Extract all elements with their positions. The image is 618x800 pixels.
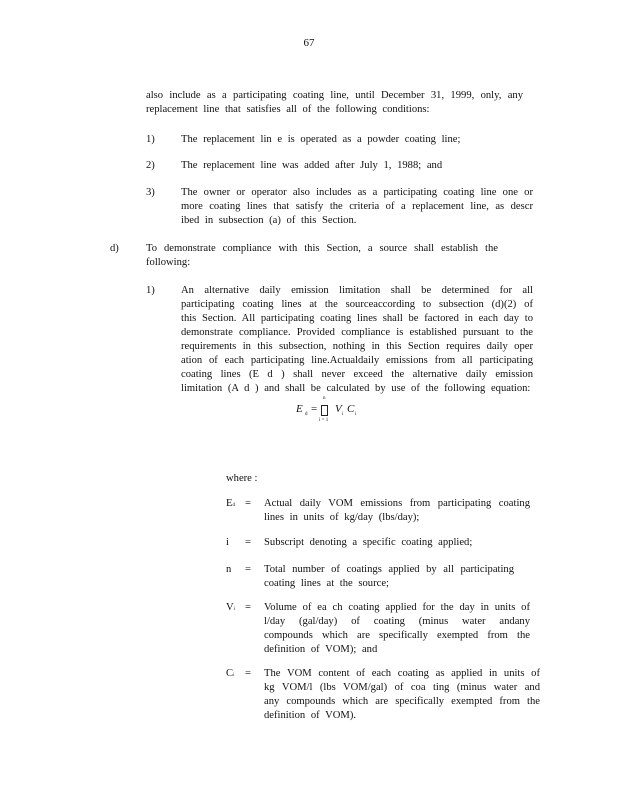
condition-3-text: The owner or operator also includes as a participating coating line one or more coating lines that satisfy the criteria of a replacement line, as descr ibed in subsection (a) of this Section.: [181, 187, 533, 226]
definition-symbol: E: [226, 498, 233, 509]
equation-lhs-subscript: d: [305, 412, 308, 417]
section-d-text: To demonstrate compliance with this Section, a source shall establish the following:: [146, 243, 498, 268]
definition-symbol: V: [226, 602, 234, 613]
equation-equals: =: [311, 403, 318, 415]
equation-c: C: [347, 403, 355, 415]
definition-equals: =: [245, 537, 251, 548]
page-number: 67: [303, 37, 315, 49]
equation-c-subscript: i: [355, 412, 357, 417]
definition-equals: =: [245, 498, 251, 509]
definition-symbol: i: [226, 537, 229, 548]
section-d-label: d): [110, 243, 119, 254]
equation-v-subscript: i: [342, 412, 344, 417]
definition-equals: =: [245, 602, 251, 613]
item-1-number: 1): [146, 285, 155, 296]
summation-symbol: [321, 405, 328, 416]
summation-upper-limit: n: [323, 396, 326, 401]
definition-symbol: C: [226, 668, 234, 679]
definition-text: Total number of coatings applied by all participating coating lines at the source;: [264, 564, 514, 589]
definition-text: Subscript denoting a specific coating applied;: [264, 537, 473, 548]
condition-2-text: The replacement line was added after July 1, 1988; and: [181, 160, 443, 171]
definition-subscript: i: [233, 607, 236, 612]
condition-1-text: The replacement lin e is operated as a powder coating line;: [181, 134, 461, 145]
definition-equals: =: [245, 564, 251, 575]
definition-text: Actual daily VOM emissions from participating coating lines in units of kg/day (lbs/day);: [264, 498, 530, 523]
definition-symbol: n: [226, 564, 232, 575]
summation-lower-limit: i = 1: [319, 418, 329, 423]
definition-subscript: i: [233, 673, 235, 678]
definition-text: The VOM content of each coating as applied in units of kg VOM/l (lbs VOM/gal) of coa ting (minus water and any compounds which are specifically exempted from the definition of VOM).: [264, 668, 540, 721]
definition-text: Volume of ea ch coating applied for the day in units of l/day (gal/day) of coating (minus water andany compounds which are specifically exempted from the definition of VOM); and: [264, 602, 530, 655]
definition-subscript: d: [232, 503, 235, 508]
item-1-text: An alternative daily emission limitation shall be determined for all participating coating lines at the sourceaccording to subsection (d)(2) of this Section. All participating coating lines shall be factored in each day to demonstrate compliance. Provided compliance is established pursuant to the requirements in this subsection, nothing in this Section requires daily oper ation of each participating line.Actualdaily emissions from all participating coating lines (E d ) shall never exceed the alternative daily emission limitation (A d ) and shall be calculated by use of the following equation:: [181, 285, 533, 394]
summation-equation: [296, 396, 366, 426]
definition-equals: =: [245, 668, 251, 679]
intro-paragraph: also include as a participating coating line, until December 31, 1999, only, any replacement line that satisfies all of the following conditions:: [146, 90, 523, 115]
condition-3-number: 3): [146, 187, 155, 198]
equation-v: V: [335, 403, 342, 415]
where-label: where :: [226, 473, 258, 484]
condition-2-number: 2): [146, 160, 155, 171]
equation-lhs: E: [296, 403, 303, 415]
condition-1-number: 1): [146, 134, 155, 145]
